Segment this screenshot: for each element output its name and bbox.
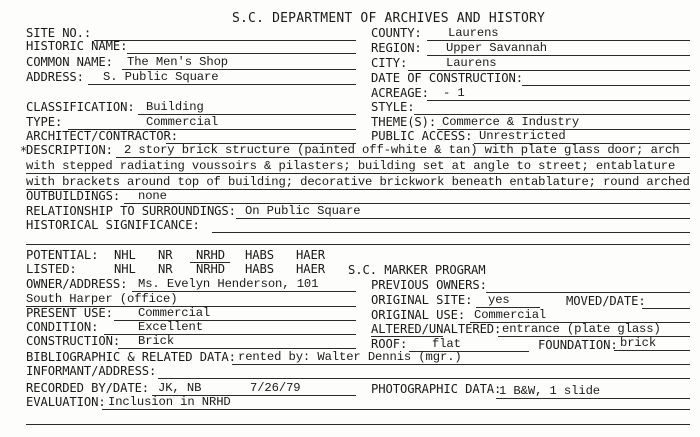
- historic-name-label: HISTORIC NAME:: [26, 39, 128, 53]
- date-construction-line: [522, 85, 690, 86]
- altered-value: entrance (plate glass): [502, 322, 661, 336]
- description-line-3: with brackets around top of building; decorative brickwork beneath entablature; round arched: [26, 175, 690, 189]
- common-name-label: COMMON NAME:: [26, 55, 113, 69]
- condition-label: CONDITION:: [26, 320, 99, 334]
- recorded-value: JK, NB: [158, 381, 202, 395]
- bibliographic-label: BIBLIOGRAPHIC & RELATED DATA:: [26, 350, 236, 364]
- site-no-line: [94, 40, 356, 41]
- present-use-label: PRESENT USE:: [26, 306, 113, 320]
- roof-label: ROOF:: [371, 337, 408, 351]
- construction-label: CONSTRUCTION:: [26, 334, 121, 348]
- altered-line: [498, 336, 690, 337]
- style-label: STYLE:: [371, 100, 415, 114]
- informant-label: INFORMANT/ADDRESS:: [26, 364, 157, 378]
- foundation-label: FOUNDATION:: [538, 338, 618, 352]
- theme-value: Commerce & Industry: [442, 115, 580, 129]
- owner-value-2: South Harper (office): [26, 292, 178, 306]
- section-divider: [26, 244, 690, 245]
- recorded-label: RECORDED BY/DATE:: [26, 381, 150, 395]
- original-site-value: yes: [488, 293, 510, 307]
- outbuildings-value: none: [138, 189, 167, 203]
- moved-date-label: MOVED/DATE:: [566, 294, 646, 308]
- present-use-value: Commercial: [138, 306, 211, 320]
- county-value: Laurens: [448, 26, 499, 40]
- region-value: Upper Savannah: [446, 41, 547, 55]
- type-label: TYPE:: [26, 115, 63, 129]
- outbuildings-label: OUTBUILDINGS:: [26, 189, 121, 203]
- county-label: COUNTY:: [371, 26, 422, 40]
- form-title: S.C. DEPARTMENT OF ARCHIVES AND HISTORY: [232, 11, 546, 26]
- recorded-date: 7/26/79: [250, 381, 301, 395]
- photographic-label: PHOTOGRAPHIC DATA:: [371, 382, 502, 396]
- public-access-value: Unrestricted: [479, 129, 566, 143]
- photographic-value: 1 B&W, 1 slide: [499, 384, 600, 398]
- previous-owners-line: [486, 292, 690, 293]
- construction-line: [118, 348, 356, 349]
- acreage-value: - 1: [443, 86, 465, 100]
- description-rule-1: [116, 157, 690, 158]
- relationship-value: On Public Square: [245, 204, 361, 218]
- original-use-label: ORIGINAL USE:: [371, 308, 466, 322]
- city-label: CITY:: [371, 56, 408, 70]
- moved-date-line: [642, 308, 690, 309]
- evaluation-label: EVALUATION:: [26, 395, 106, 409]
- description-line-1: 2 story brick structure (painted off-white & tan) with plate glass door; arch: [124, 143, 680, 157]
- common-name-value: The Men's Shop: [127, 55, 228, 69]
- altered-label: ALTERED/UNALTERED:: [371, 322, 502, 336]
- historic-name-line: [127, 53, 356, 54]
- potential-option: NR: [158, 248, 173, 262]
- marker-program-label: S.C. MARKER PROGRAM: [348, 263, 486, 277]
- description-line-2: with stepped radiating voussoirs & pilasters; building set at angle to street; entablature: [26, 159, 676, 173]
- listed-option: NRHD: [196, 262, 225, 276]
- city-value: Laurens: [446, 56, 497, 70]
- type-value: Commercial: [146, 115, 219, 129]
- region-label: REGION:: [371, 41, 422, 55]
- classification-value: Building: [146, 100, 204, 114]
- description-rule-3: [26, 189, 690, 190]
- relationship-line: [236, 218, 690, 219]
- potential-option: HABS: [245, 248, 274, 262]
- listed-label: LISTED:: [26, 262, 77, 276]
- previous-owners-label: PREVIOUS OWNERS:: [371, 278, 487, 292]
- significance-label: HISTORICAL SIGNIFICANCE:: [26, 218, 200, 232]
- owner-label: OWNER/ADDRESS:: [26, 277, 128, 291]
- listed-option: NR: [158, 262, 173, 276]
- listed-option: NHL: [114, 262, 136, 276]
- public-access-label: PUBLIC ACCESS:: [371, 129, 473, 143]
- foundation-value: brick: [620, 336, 657, 350]
- classification-label: CLASSIFICATION:: [26, 100, 135, 114]
- date-construction-label: DATE OF CONSTRUCTION:: [371, 71, 523, 85]
- listed-option: HAER: [296, 262, 325, 276]
- bibliographic-line: [232, 364, 690, 365]
- potential-option: NHL: [114, 248, 136, 262]
- owner-value: Ms. Evelyn Henderson, 101: [138, 277, 319, 291]
- address-label: ADDRESS:: [26, 70, 84, 84]
- potential-label: POTENTIAL:: [26, 248, 99, 262]
- architect-label: ARCHITECT/CONTRACTOR:: [26, 129, 178, 143]
- condition-value: Excellent: [138, 320, 203, 334]
- theme-label: THEME(S):: [371, 115, 437, 129]
- informant-line: [158, 378, 690, 379]
- evaluation-line-2: [26, 424, 690, 425]
- potential-option: NRHD: [196, 248, 225, 262]
- address-value: S. Public Square: [103, 70, 219, 84]
- roof-value: flat: [432, 337, 461, 351]
- original-use-value: Commercial: [474, 308, 547, 322]
- description-rule-2: [26, 173, 690, 174]
- address-line: [88, 84, 356, 85]
- original-site-label: ORIGINAL SITE:: [371, 293, 473, 307]
- evaluation-value: Inclusion in NRHD: [108, 395, 231, 409]
- construction-value: Brick: [138, 334, 175, 348]
- listed-option: HABS: [245, 262, 274, 276]
- evaluation-line: [102, 409, 690, 410]
- description-star: *: [20, 144, 28, 158]
- significance-line: [212, 232, 690, 233]
- photographic-line: [496, 398, 690, 399]
- foundation-line: [614, 350, 690, 351]
- relationship-label: RELATIONSHIP TO SURROUNDINGS:: [26, 204, 236, 218]
- site-no-label: SITE NO.:: [26, 26, 92, 40]
- acreage-line: [427, 100, 690, 101]
- acreage-label: ACREAGE:: [371, 86, 429, 100]
- bibliographic-value: rented by: Walter Dennis (mgr.): [238, 350, 462, 364]
- potential-option: HAER: [296, 248, 325, 262]
- description-label: DESCRIPTION:: [26, 143, 113, 157]
